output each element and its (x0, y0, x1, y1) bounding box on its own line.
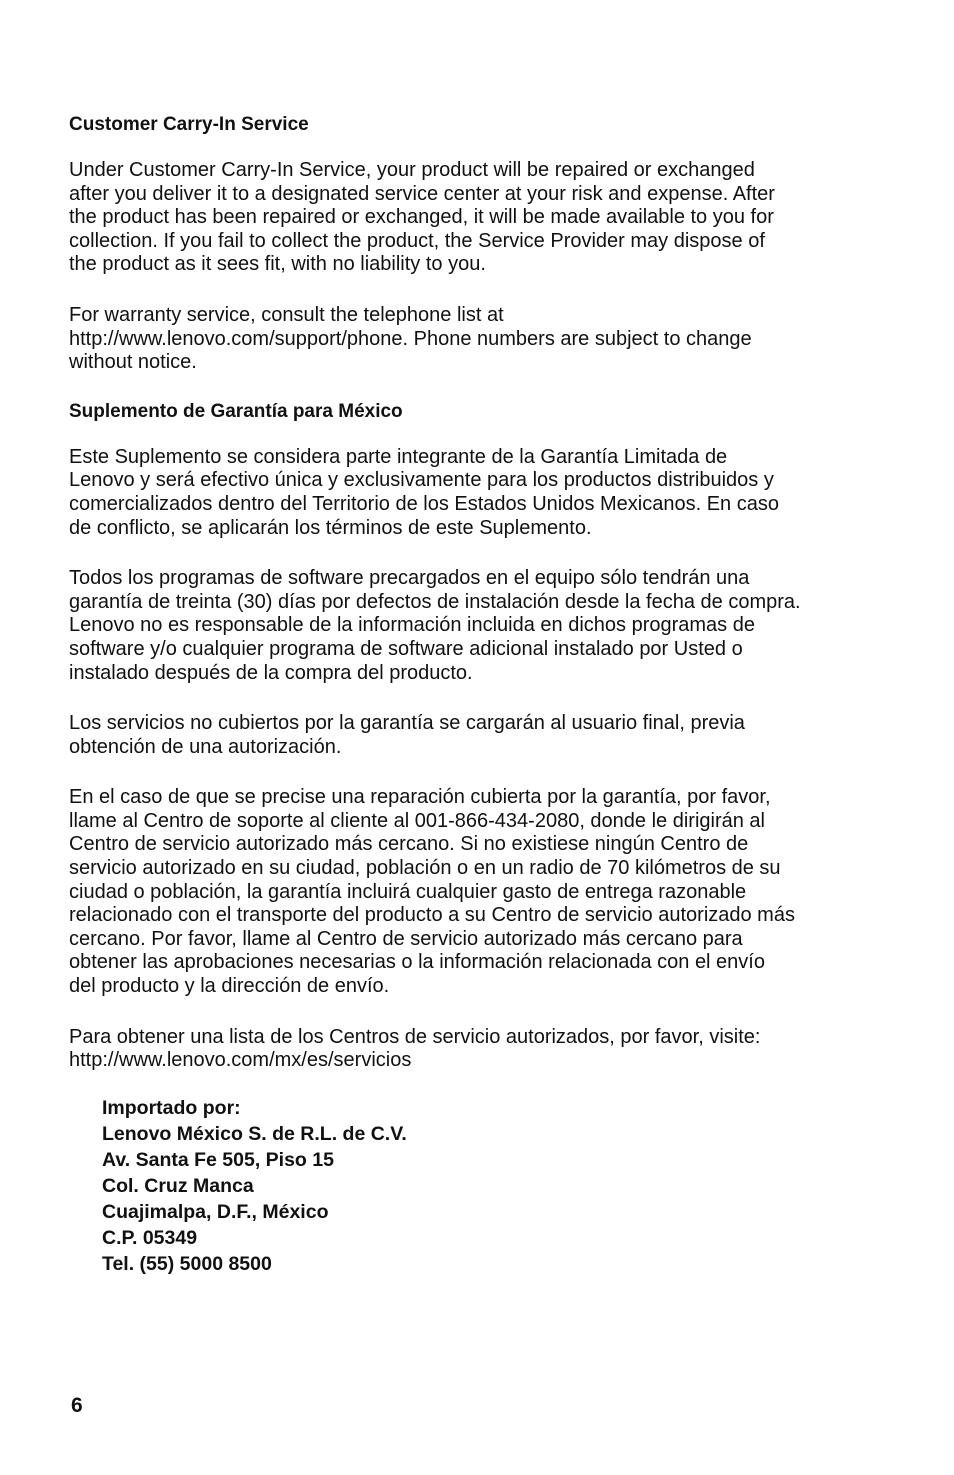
repair-contact-paragraph: En el caso de que se precise una reparación cubierta por la garantía, por favor, llame al Centro de soporte al cliente al 001-866-434-2080, donde le dirigirán al Centro de servicio autorizado más cercano. Si no existiese ningún Centro de servicio autorizado en su ciudad, población o en un radio de 70 kilómetros de su ciudad o población, la garantía incluirá cualquier gasto de entrega razonable relacionado con el transporte del producto a su Centro de servicio autorizado más cercano. Por favor, llame al Centro de servicio autorizado más cercano para obtener las aprobaciones necesarias o la información relacionada con el envío del producto y la dirección de envío. (69, 786, 795, 998)
warranty-service-phone-note: For warranty service, consult the telephone list at http://www.lenovo.com/support/phone. Phone numbers are subject to change without notice. (69, 303, 752, 374)
address-line: Col. Cruz Manca (102, 1174, 254, 1197)
address-line: Tel. (55) 5000 8500 (102, 1252, 272, 1275)
section-title-mexico-supplement: Suplemento de Garantía para México (69, 400, 403, 422)
preloaded-software-paragraph: Todos los programas de software precargados en el equipo sólo tendrán una garantía de treinta (30) días por defectos de instalación desde la fecha de compra. Lenovo no es responsable de la información incluida en dichos programas de software y/o cualquier programa de software adicional instalado por Usted o instalado después de la compra del producto. (69, 567, 801, 684)
service-centers-link-paragraph: Para obtener una lista de los Centros de servicio autorizados, por favor, visite: http://www.lenovo.com/mx/es/servicios (69, 1025, 761, 1072)
address-line: Av. Santa Fe 505, Piso 15 (102, 1148, 334, 1171)
page-number: 6 (71, 1394, 83, 1417)
uncovered-services-paragraph: Los servicios no cubiertos por la garantía se cargarán al usuario final, previa obtención de una autorización. (69, 712, 745, 758)
address-line: Importado por: (102, 1096, 241, 1119)
supplement-scope-paragraph: Este Suplemento se considera parte integrante de la Garantía Limitada de Lenovo y será efectivo única y exclusivamente para los productos distribuidos y comercializados dentro del Territorio de los Estados Unidos Mexicanos. En caso de conflicto, se aplicarán los términos de este Suplemento. (69, 445, 779, 539)
importer-address-block (102, 1095, 869, 1277)
address-line: C.P. 05349 (102, 1226, 198, 1249)
carry-in-description: Under Customer Carry-In Service, your product will be repaired or exchanged after you deliver it to a designated service center at your risk and expense. After the product has been repaired or exchanged, it will be made available to you for collection. If you fail to collect the product, the Service Provider may dispose of the product as it sees fit, with no liability to you. (69, 159, 775, 276)
section-title-carry-in: Customer Carry-In Service (69, 114, 309, 135)
address-line: Lenovo México S. de R.L. de C.V. (102, 1122, 407, 1145)
address-line: Cuajimalpa, D.F., México (102, 1200, 329, 1223)
document-body (69, 113, 869, 1277)
